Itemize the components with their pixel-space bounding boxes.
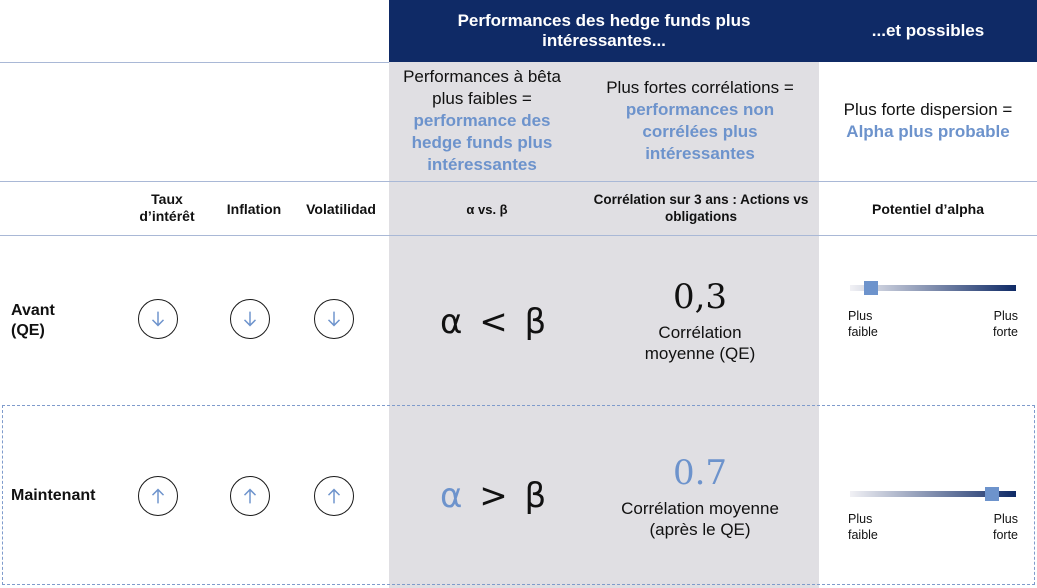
correlation-value-before: 0,3 <box>672 277 728 317</box>
header-right-title: ...et possibles <box>871 21 985 40</box>
colheader-inflation: Inflation <box>226 201 282 217</box>
alpha-beta-relation-before <box>440 302 546 342</box>
volatility-up-arrow-icon <box>314 476 354 516</box>
header-possible <box>819 0 1037 62</box>
alpha-potential-marker-now <box>985 487 999 501</box>
subheader-beta-highlight: performance des hedge funds plus intéressantes <box>411 111 553 174</box>
correlation-label-before: Corrélation moyenne (QE) <box>644 323 756 363</box>
header-hedge-funds-performance <box>389 0 819 62</box>
row-label-before: Avant (QE) <box>11 302 55 339</box>
inflation-down-arrow-icon <box>230 299 270 339</box>
scale-low-label-now: Plus faible <box>848 512 878 542</box>
subheader-beta <box>392 66 572 176</box>
alpha-symbol: α <box>440 476 463 516</box>
scale-low-label-before: Plus faible <box>848 309 878 339</box>
beta-symbol: β <box>524 302 547 342</box>
rates-up-arrow-icon <box>138 476 178 516</box>
subheader-dispersion-highlight: Alpha plus probable <box>846 122 1010 141</box>
alpha-potential-marker-before <box>864 281 878 295</box>
subheader-dispersion <box>822 99 1034 143</box>
subheader-dispersion-text: Plus forte dispersion = <box>843 100 1013 119</box>
row-label-now: Maintenant <box>11 487 96 504</box>
correlation-label-now: Corrélation moyenne (après le QE) <box>621 499 779 539</box>
colheader-correlation: Corrélation sur 3 ans : Actions vs obligations <box>593 192 809 224</box>
volatility-down-arrow-icon <box>314 299 354 339</box>
relation-symbol: < <box>479 302 508 342</box>
inflation-up-arrow-icon <box>230 476 270 516</box>
colheader-alpha-potential: Potentiel d’alpha <box>871 201 984 217</box>
colheader-rates: Taux d’intérêt <box>139 191 195 224</box>
divider-subheader <box>0 181 1037 182</box>
subheader-beta-text: Performances à bêta plus faibles = <box>403 67 561 108</box>
scale-high-label-before: Plus forte <box>992 309 1018 339</box>
header-left-title: Performances des hedge funds plus intéressantes... <box>457 11 751 50</box>
subheader-correlation-text: Plus fortes corrélations = <box>606 78 794 97</box>
subheader-correlation <box>590 77 810 165</box>
correlation-value-now: 0.7 <box>672 453 728 493</box>
alpha-symbol: α <box>440 302 463 342</box>
beta-symbol: β <box>524 476 547 516</box>
subheader-correlation-highlight: performances non corrélées plus intéressantes <box>625 100 775 163</box>
divider-colheader <box>0 235 1037 236</box>
colheader-alpha-beta: α vs. β <box>466 202 508 217</box>
rates-down-arrow-icon <box>138 299 178 339</box>
divider-top <box>0 62 389 63</box>
scale-high-label-now: Plus forte <box>992 512 1018 542</box>
relation-symbol: > <box>479 476 508 516</box>
colheader-volatility: Volatilidad <box>306 201 376 217</box>
alpha-beta-relation-now <box>440 476 546 516</box>
